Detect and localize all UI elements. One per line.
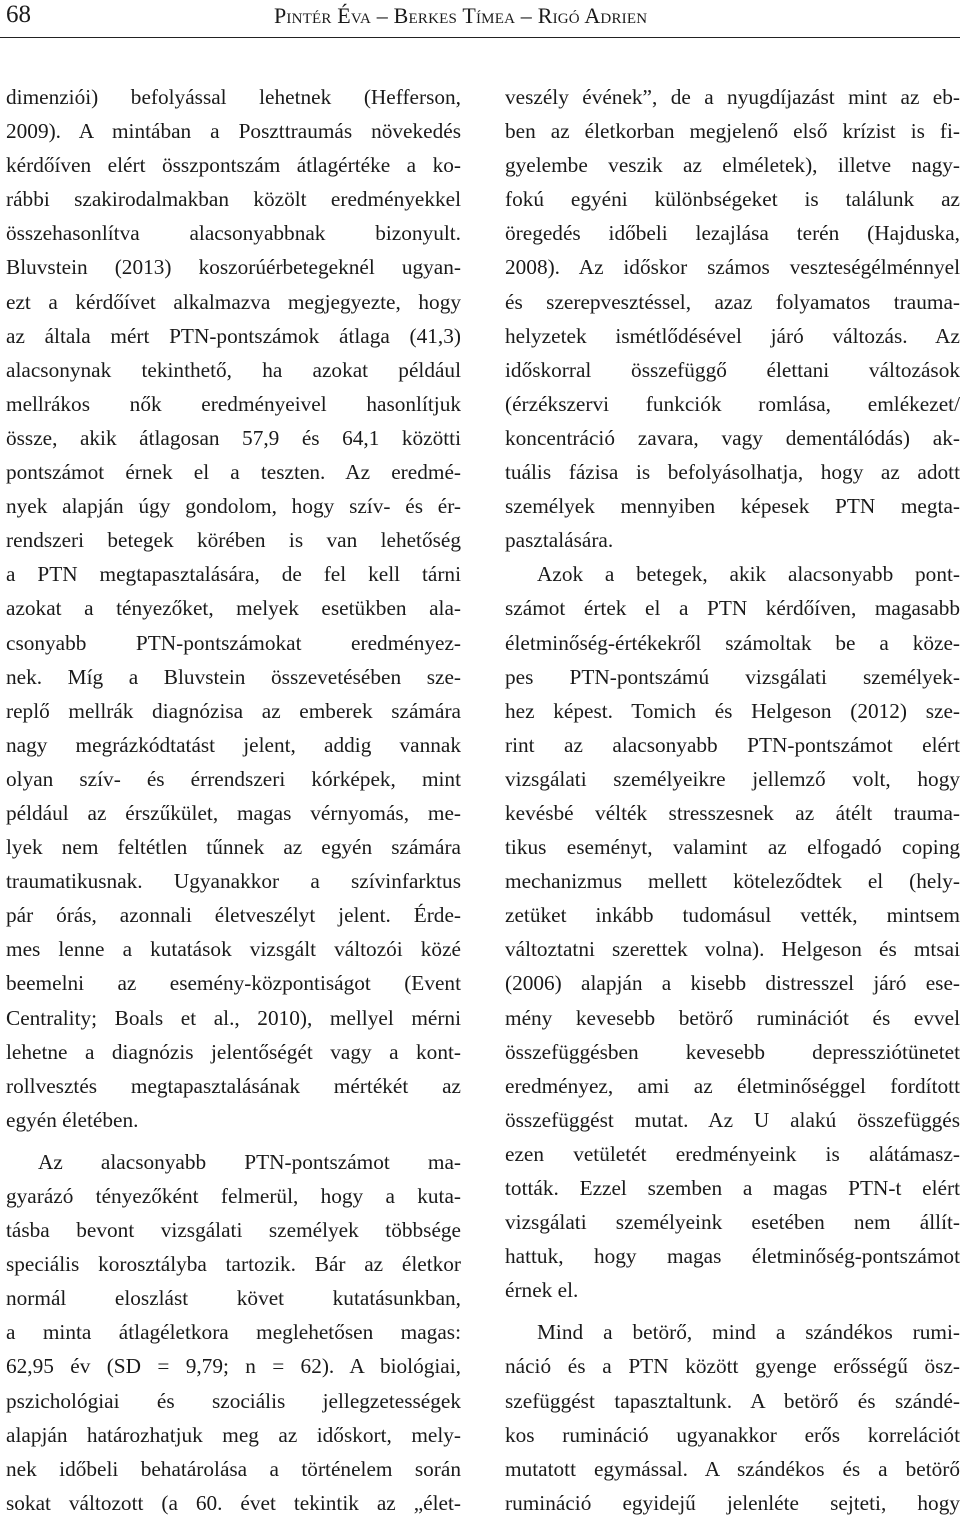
text-line: tikus eseményt, valamint az elfogadó coping (505, 835, 960, 860)
text-line: rollvesztés megtapasztalásának mértékét az (6, 1073, 461, 1098)
text-line: nek. Míg a Bluvstein összevetésében sze- (6, 664, 461, 689)
text-line: és szerepvesztéssel, azaz folyamatos trauma- (505, 289, 960, 314)
text-line: traumatikusnak. Ugyanakkor a szívinfarktus (6, 869, 461, 894)
text-line: ezt a kérdőívet alkalmazva megjegyezte, hogy (6, 289, 461, 314)
text-line: számot értek el a PTN kérdőíven, magasabb (505, 596, 960, 621)
text-line: (2006) alapján a kisebb distresszel járó ese- (505, 971, 960, 996)
text-line: személyek mennyiben képesek PTN megta- (505, 494, 960, 519)
text-line: olyan szív- és érrendszeri kórképek, mint (6, 766, 461, 791)
text-line: gyarázó tényezőként felmerül, hogy a kuta- (6, 1184, 461, 1208)
text-line: pontszámot érnek el a teszten. Az eredmé- (6, 460, 461, 485)
text-line: alapján határozhatjuk meg az időskort, mely- (6, 1422, 461, 1447)
text-line: életminőség-értékekről számoltak be a köze- (505, 630, 960, 655)
text-line: érnek el. (505, 1278, 579, 1303)
text-line: mény kevesebb betörő ruminációt és evvel (505, 1005, 960, 1030)
left-text-column (6, 80, 461, 1520)
text-line: rendszeri betegek körében is van lehetőség (6, 528, 461, 553)
text-line: egyén életében. (6, 1107, 139, 1132)
text-line: kos rumináció ugyanakkor erős korrelációt (505, 1422, 960, 1447)
text-line: Azok a betegek, akik alacsonyabb pont- (537, 562, 960, 587)
running-head-authors: Pintér Éva – Berkes Tímea – Rigó Adrien (274, 3, 648, 28)
text-line: helyzetek ismétlődésével járó változás. Az (505, 323, 960, 348)
text-line: lehetne a diagnózis jelentőségét vagy a kont- (6, 1039, 461, 1064)
text-line: tuális fázisa is befolyásolhatja, hogy az adott (505, 460, 960, 485)
right-text-column (505, 80, 960, 1520)
text-line: mellrákos nők eredményeivel hasonlítjuk (6, 391, 461, 416)
text-line: a minta átlagéletkora meglehetősen magas: (6, 1320, 461, 1345)
text-line: pasztalására. (505, 528, 614, 553)
text-line: sokat változott (a 60. évet tekintik az „élet- (6, 1490, 461, 1515)
text-line: hattuk, hogy magas életminőség-pontszámot (505, 1244, 960, 1269)
text-line: változtatni szerettek volna). Helgeson és mtsai (505, 937, 960, 962)
text-line: (érzékszervi funkciók romlása, emlékezet/ (505, 391, 960, 416)
text-line: beemelni az esemény-központiságot (Event (6, 971, 461, 996)
text-line: tották. Ezzel szemben a magas PTN-t elért (505, 1176, 960, 1200)
text-line: mes lenne a kutatások vizsgált változói közé (6, 937, 461, 962)
text-line: alacsonynak tekinthető, ha azokat például (6, 357, 461, 382)
text-line: veszély évének”, de a nyugdíjazást mint az eb- (505, 85, 960, 109)
text-line: mechanizmus mellett köteleződtek el (hely- (505, 869, 960, 894)
text-line: összefüggést mutat. Az U alakú összefüggés (505, 1107, 960, 1132)
text-line: csonyabb PTN-pontszámokat eredményez- (6, 630, 461, 655)
text-line: nek időbeli behatárolása a történelem során (6, 1456, 461, 1481)
text-line: Az alacsonyabb PTN-pontszámot ma- (38, 1149, 461, 1174)
text-line: hez képest. Tomich és Helgeson (2012) sze- (505, 698, 960, 723)
page-header (0, 0, 960, 36)
text-line: rint az alacsonyabb PTN-pontszámot elért (505, 732, 960, 757)
text-line: ezen vetületét eredményeink is alátámasz- (505, 1141, 960, 1166)
text-line: normál eloszlást követ kutatásunkban, (6, 1286, 461, 1311)
text-line: speciális korosztályba tartozik. Bár az életkor (6, 1252, 461, 1277)
text-line: Centrality; Boals et al., 2010), mellyel mérni (6, 1005, 461, 1030)
page-number: 68 (6, 1, 31, 28)
text-line: 2009). A mintában a Poszttraumás növekedés (6, 119, 461, 144)
text-line: 62,95 év (SD = 9,79; n = 62). A biológiai, (6, 1354, 461, 1379)
text-line: lyek nem feltétlen tűnnek az egyén számára (6, 835, 461, 860)
text-line: öregedés időbeli lezajlása terén (Hajduska, (505, 221, 960, 246)
text-line: nagy megrázkódtatást jelent, addig vannak (6, 732, 461, 757)
paragraph-gap (505, 1307, 960, 1315)
text-line: mutatott egymással. A szándékos és a betörő (505, 1456, 960, 1481)
text-line: zetüket inkább tudomásul vették, mintsem (505, 903, 960, 928)
text-line: náció és a PTN között gyenge erősségű ösz- (505, 1354, 960, 1379)
text-line: időskorral összefüggő élettani változások (505, 357, 960, 382)
text-line: összefüggésben kevesebb depressziótünetet (505, 1039, 960, 1064)
text-line: pszichológiai és szociális jellegzetességek (6, 1388, 461, 1413)
text-line: az általa mért PTN-pontszámok átlaga (41,3) (6, 323, 461, 348)
header-rule (0, 37, 960, 38)
text-line: vizsgálati személyeikre jellemző volt, hogy (505, 766, 960, 791)
text-line: kevésbé vélték stresszesnek az átélt trauma- (505, 800, 960, 825)
text-line: dimenziói) befolyással lehetnek (Hefferson, (6, 85, 461, 109)
text-line: a PTN megtapasztalására, de fel kell tárni (6, 562, 461, 587)
text-line: rumináció egyidejű jelenléte sejteti, hogy (505, 1490, 960, 1515)
text-line: tásba bevont vizsgálati személyek többsége (6, 1218, 461, 1243)
text-line: pes PTN-pontszámú vizsgálati személyek- (505, 664, 960, 689)
text-line: vizsgálati személyeink esetében nem állít- (505, 1210, 960, 1235)
text-line: szefüggést tapasztaltunk. A betörő és szándé- (505, 1388, 960, 1413)
text-line: ben az életkorban megjelenő első krízist is fi- (505, 119, 960, 144)
text-line: fokú egyéni különbségeket is találunk az (505, 187, 960, 212)
text-line: rábbi szakirodalmakban közölt eredményekkel (6, 187, 461, 212)
paragraph-gap (6, 1137, 461, 1145)
text-line: gyelembe veszik az elméletek), illetve nagy- (505, 153, 960, 178)
text-line: azokat a tényezőket, melyek esetükben ala- (6, 596, 461, 621)
text-line: 2008). Az időskor számos veszteségélménnyel (505, 255, 960, 280)
text-line: Mind a betörő, mind a szándékos rumi- (537, 1320, 960, 1345)
text-line: kérdőíven elért összpontszám átlagértéke a ko- (6, 153, 461, 178)
text-line: nyek alapján úgy gondolom, hogy szív- és ér- (6, 494, 461, 519)
text-line: koncentráció zavara, vagy dementálódás) ak- (505, 425, 960, 450)
text-line: eredményez, ami az életminőséggel fordított (505, 1073, 960, 1098)
text-line: Bluvstein (2013) koszorúérbetegeknél ugyan- (6, 255, 461, 280)
text-line: össze, akik átlagosan 57,9 és 64,1 közötti (6, 425, 461, 450)
text-line: replő mellrák diagnózisa az emberek számára (6, 698, 461, 723)
text-line: például az érszűkület, magas vérnyomás, me- (6, 800, 461, 825)
text-line: pár órás, azonnali életveszélyt jelent. Érde- (6, 903, 461, 928)
text-line: összehasonlítva alacsonyabbnak bizonyult. (6, 221, 461, 246)
